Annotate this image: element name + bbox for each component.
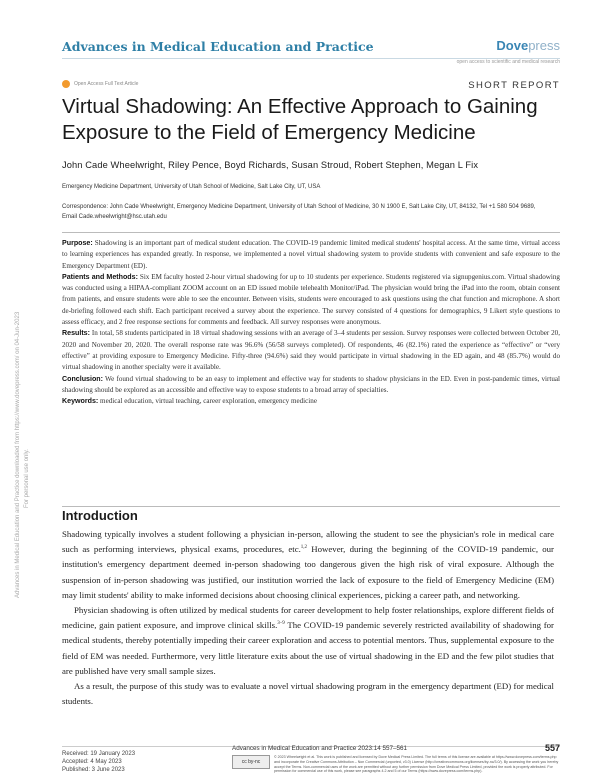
watermark-line-1: Advances in Medical Education and Practice downloaded from https://www.dovepress.com/ on 04-Jun-2023 <box>15 311 21 598</box>
creative-commons-icon[interactable]: cc by-nc <box>232 755 270 769</box>
purpose-text: Shadowing is an important part of medical student education. The COVID-19 pandemic limited medical students' hospital access. At the same time, virtual access to learning experiences has expanded greatly. In response, we implemented a novel virtual shadowing system to provide students with convenient and safe exposure to the Emergency Department (ED). <box>62 239 560 270</box>
intro-paragraph-1 <box>62 527 554 603</box>
brand-main: Dove <box>496 38 529 53</box>
conclusion-label: Conclusion: <box>62 374 103 383</box>
methods-label: Patients and Methods: <box>62 272 138 281</box>
header-divider <box>62 58 560 59</box>
abstract-conclusion <box>62 374 560 397</box>
affiliation: Emergency Medicine Department, University of Utah School of Medicine, Salt Lake City, UT, USA <box>62 184 321 190</box>
article-title: Virtual Shadowing: An Effective Approach to Gaining Exposure to the Field of Emergency Medicine <box>62 95 538 144</box>
open-access-label: Open Access Full Text Article <box>74 81 139 87</box>
brand-suffix: press <box>528 38 560 53</box>
introduction-body <box>62 527 554 709</box>
publication-dates <box>62 750 135 774</box>
keywords-label: Keywords: <box>62 397 99 406</box>
citation-ref[interactable]: 3–9 <box>277 621 285 627</box>
license-text: © 2023 Wheelwright et al. This work is published and licensed by Dove Medical Press Limited. The full terms of this license are available at https://www.dovepress.com/terms.php and incorporate the Creative Commons Attribution – Non Commercial (unported, v3.0) License (http://creativecommons.org/licenses/by-nc/3.0/). By accessing the work you hereby accept the Terms. Non-commercial uses of the work are permitted without any further permission from Dove Medical Press Limited, provided the work is properly attributed. For permission for commercial use of this work, please see paragraphs 4.2 and 5 of our Terms (https://www.dovepress.com/terms.php). <box>274 755 559 774</box>
accepted-date: Accepted: 4 May 2023 <box>62 759 122 765</box>
results-text: In total, 58 students participated in 18 virtual shadowing sessions with an average of 3–4 students per session. Survey responses were collected between October 20, 2020 and November 20, 2020. The overall response rate was 96.6% (56/58 surveys completed). Of respondents, 46 (82.1%) rated the experience as “effective” or “very effective” at providing exposure to Emergency Medicine. Fifty-three (94.6%) said they would participate in virtual shadowing in the ED again, and 48 (85.7%) would do virtual shadowing in another specialty were it available. <box>62 329 560 372</box>
intro-paragraph-3: As a result, the purpose of this study was to evaluate a novel virtual shadowing program in the emergency department (ED) for medical students. <box>62 681 554 707</box>
abstract <box>62 238 560 407</box>
intro-p2-text-a: Physician shadowing is often utilized by medical students for career development to help foster relationships, explore different fields of medicine, gain patient exposure, and improve clinical skills. <box>62 605 554 631</box>
citation-ref[interactable]: 1,2 <box>300 545 308 551</box>
published-date: Published: 3 June 2023 <box>62 767 125 773</box>
section-heading-introduction: Introduction <box>62 508 138 523</box>
purpose-label: Purpose: <box>62 239 93 247</box>
intro-p1-text-b: However, during the beginning of the COVID-19 pandemic, our institution's emergency department deemed in-person shadowing too dangerous given the high risk of viral exposure. Although the suspension of in-person shadowing was justified, our institution worried the lack of exposure to the field of Emergency Medicine (EM) may limit students' ability to make informed decisions about choosing clinical experiences, picking a career path, and networking. <box>62 544 554 600</box>
correspondence: Correspondence: John Cade Wheelwright, Emergency Medicine Department, University of Utah School of Medicine, 30 N 1900 E, Salt Lake City, UT, 84132, Tel +1 580 504 9689, Email Cade.wheelwright@hsc.utah.edu <box>62 204 536 220</box>
publisher-tagline: open access to scientific and medical research <box>456 59 560 65</box>
abstract-top-divider <box>62 232 560 233</box>
license-block <box>232 755 560 774</box>
intro-p1-text-a: Shadowing typically involves a student following a physician in-person, allowing the student to see the physician's role in medical care such as performing interviews, physical exams, procedures, etc. <box>62 529 554 555</box>
page-number: 557 <box>544 743 560 753</box>
received-date: Received: 19 January 2023 <box>62 751 136 757</box>
publisher-brand <box>457 38 560 65</box>
conclusion-text: We found virtual shadowing to be an easy to implement and effective way for students to shadow physicians in the ED. Even in post-pandemic times, virtual shadowing should be explored as an accessible and effective way to expose students to a broad array of specialties. <box>62 374 560 394</box>
journal-citation: Advances in Medical Education and Practice 2023:14 557–561 <box>232 745 408 752</box>
intro-p2-text-b: The COVID-19 pandemic severely restricted availability of shadowing for medical students, thereby potentially impeding their career exploration and access to potential mentors. Thus, supplemental exposure to the field of EM was needed. Furthermore, very little literature exits about the use of virtual shadowing in the ED and the few pilot studies that are published have very small sample sizes. <box>62 620 554 676</box>
methods-text: Six EM faculty hosted 2-hour virtual shadowing for up to 10 students per experience. Students registered via signupgenius.com. Virtual shadowing was conducted using a HIPAA-compliant ZOOM account on an ED issued mobile telehealth Monitor/iPad. The physician would bring the iPad into the room, obtain consent from patients, and ensure students were able to see the encounter. Between visits, students were encouraged to ask questions using the chat function and microphone. A short de-briefing followed each shift. Each participant received a survey about the experience. The survey consisted of 4 questions for demographics, 9 Likert style questions to assess efficacy, and 2 free response sections for comments and feedback. All survey responses were anonymous. <box>62 272 560 327</box>
article-type: SHORT REPORT <box>468 80 560 91</box>
results-label: Results: <box>62 329 90 338</box>
author-list: John Cade Wheelwright, Riley Pence, Boyd Richards, Susan Stroud, Robert Stephen, Megan L Fix <box>62 160 479 170</box>
open-access-icon <box>62 80 70 88</box>
open-access-badge <box>62 80 138 88</box>
intro-paragraph-2 <box>62 603 554 679</box>
watermark-line-2: For personal use only. <box>24 449 30 508</box>
abstract-methods <box>62 272 560 328</box>
abstract-purpose <box>62 238 560 272</box>
journal-title: Advances in Medical Education and Practice <box>62 39 374 54</box>
abstract-keywords <box>62 396 560 407</box>
publisher-logo <box>457 38 560 53</box>
abstract-results <box>62 328 560 373</box>
abstract-bottom-divider <box>62 506 560 507</box>
keywords-text: medical education, virtual teaching, career exploration, emergency medicine <box>100 397 317 406</box>
